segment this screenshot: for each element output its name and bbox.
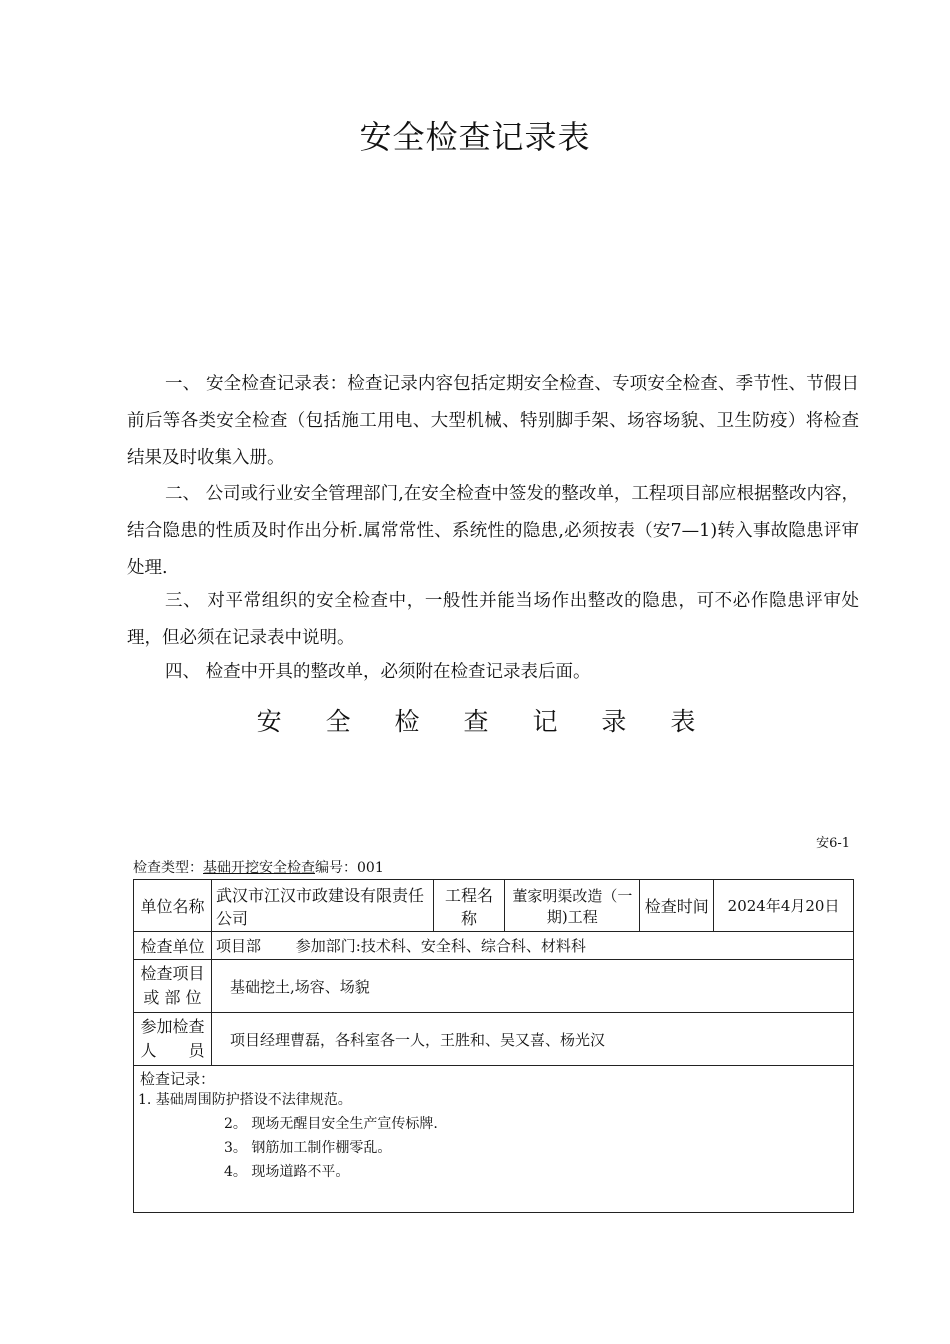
type-label: 检查类型： bbox=[133, 860, 203, 876]
inspection-record-table bbox=[133, 879, 854, 1213]
record-item-3: 3。 钢筋加工制作棚零乱。 bbox=[224, 1140, 392, 1156]
inspection-meta bbox=[133, 857, 384, 877]
serial-value: 001 bbox=[357, 860, 384, 876]
join-dept-value: 技术科、安全科、综合科、材料科 bbox=[360, 937, 586, 955]
people-label bbox=[134, 1013, 212, 1066]
paragraph-1: 一、 安全检查记录表：检查记录内容包括定期安全检查、专项安全检查、季节性、节假日前后等各类安全检查（包括施工用电、大型机械、特别脚手架、场容场貌、卫生防疫）将检查结果及时收集入册。 bbox=[127, 374, 859, 468]
project-label: 工程名称 bbox=[433, 880, 505, 932]
record-item-2: 2。 现场无醒目安全生产宣传标牌. bbox=[224, 1116, 438, 1132]
time-value: 2024年4月20日 bbox=[714, 880, 854, 932]
paragraph-3: 三、 对平常组织的安全检查中，一般性并能当场作出整改的隐患，可不必作隐患评审处理，但必须在记录表中说明。 bbox=[127, 591, 859, 648]
item-label-line-2: 或 部 位 bbox=[143, 988, 202, 1007]
join-dept-label: 参加部门: bbox=[295, 937, 361, 955]
unit-label: 单位名称 bbox=[134, 880, 212, 932]
time-label: 检查时间 bbox=[640, 880, 714, 932]
project-value: 董家明渠改造（一期)工程 bbox=[505, 880, 640, 932]
form-number: 安6-1 bbox=[816, 836, 850, 851]
record-label: 检查记录： bbox=[140, 1070, 216, 1088]
page-title: 安全检查记录表 bbox=[359, 118, 591, 156]
record-item-1: 1. 基础周围防护搭设不法律规范。 bbox=[138, 1092, 352, 1108]
dept-row bbox=[211, 932, 853, 960]
dept-value: 项目部 bbox=[215, 937, 261, 955]
item-label bbox=[134, 960, 212, 1013]
paragraph-2: 二、 公司或行业安全管理部门,在安全检查中签发的整改单，工程项目部应根据整改内容，结合隐患的性质及时作出分析.属常常性、系统性的隐患,必须按表（安7—1)转入事故隐患评审处理. bbox=[127, 484, 859, 578]
unit-value: 武汉市江汉市政建设有限责任公司 bbox=[211, 880, 433, 932]
record-item-4: 4。 现场道路不平。 bbox=[224, 1164, 350, 1180]
item-value: 基础挖土,场容、场貌 bbox=[211, 960, 853, 1013]
people-label-line-2: 人 员 bbox=[140, 1041, 205, 1060]
people-label-line-1: 参加检查 bbox=[140, 1017, 205, 1036]
form-title: 安 全 检 查 记 录 表 bbox=[256, 707, 714, 736]
people-value: 项目经理曹磊，各科室各一人，王胜和、吴又喜、杨光汉 bbox=[211, 1013, 853, 1066]
type-value: 基础开挖安全检查 bbox=[203, 860, 315, 876]
record-box bbox=[134, 1066, 854, 1213]
serial-label: 编号： bbox=[315, 860, 357, 876]
dept-label: 检查单位 bbox=[134, 932, 212, 960]
item-label-line-1: 检查项目 bbox=[140, 964, 205, 983]
paragraph-4: 四、 检查中开具的整改单，必须附在检查记录表后面。 bbox=[165, 662, 591, 682]
